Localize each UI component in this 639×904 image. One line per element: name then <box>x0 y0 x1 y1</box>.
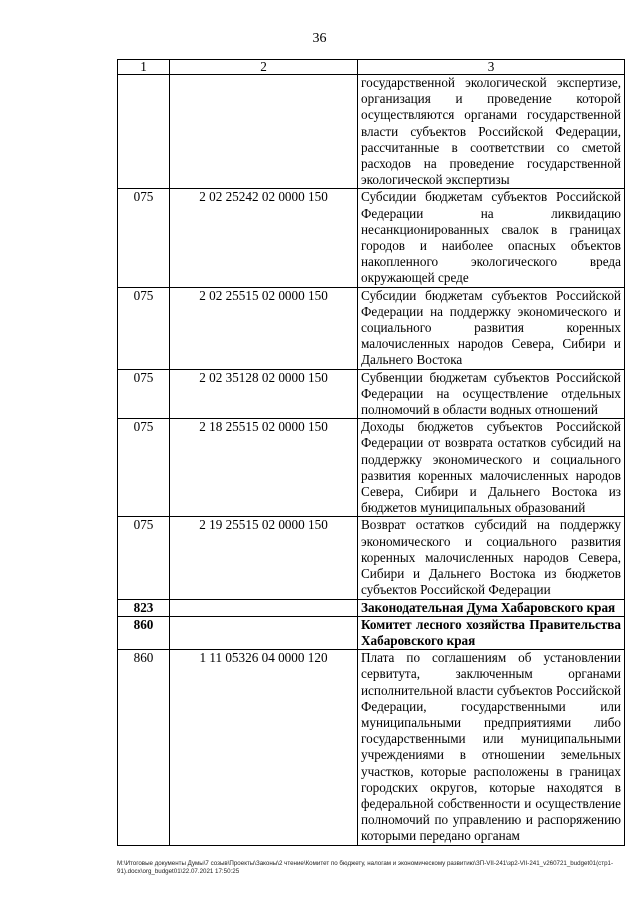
budget-code-cell: 2 02 25515 02 0000 150 <box>170 287 358 369</box>
revenue-name-cell: государственной экологической экспертизе, организация и проведение которой осуществляются органами государственной власти субъектов Российской Федерации, рассчитанные в соответствии со сметой расходов на проведение государственной экологической экспертизы <box>358 75 625 189</box>
table-row <box>118 369 625 419</box>
revenue-name-cell: Возврат остатков субсидий на поддержку экономического и социального развития коренных малочисленных народов Севера, Сибири и Дальнего Востока из бюджетов субъектов Российской Федерации <box>358 517 625 599</box>
budget-code-cell: 2 02 35128 02 0000 150 <box>170 369 358 419</box>
admin-code-cell: 075 <box>118 189 170 287</box>
table-row <box>118 419 625 517</box>
header-col-1: 1 <box>118 60 170 75</box>
budget-code-cell: 1 11 05326 04 0000 120 <box>170 650 358 845</box>
admin-code-cell: 860 <box>118 650 170 845</box>
admin-code-cell: 075 <box>118 517 170 599</box>
file-path-footer: M:\Итоговые документы Думы\7 созыв\Проекты\Законы\2 чтение\Комитет по бюджету, налогам и экономическому развитию\ЗП-VII-241\зр2-VII-241_v260721_budget01(стр1-91).docx\org_budget01\22.07.2021 17:50:25 <box>117 860 614 875</box>
budget-code-cell <box>170 616 358 649</box>
table-row <box>118 616 625 649</box>
admin-code-cell: 823 <box>118 599 170 616</box>
admin-code-cell: 860 <box>118 616 170 649</box>
budget-code-cell <box>170 75 358 189</box>
table-row <box>118 599 625 616</box>
table-row <box>118 517 625 599</box>
table-row <box>118 650 625 845</box>
admin-code-cell: 075 <box>118 287 170 369</box>
revenue-name-cell: Законодательная Дума Хабаровского края <box>358 599 625 616</box>
revenue-name-cell: Плата по соглашениям об установлении сервитута, заключенным органами исполнительной власти субъектов Российской Федерации, государственными или муниципальными предприятиями либо государственными или муниципальными учреждениями в отношении земельных участков, которые расположены в границах городских округов, которые находятся в федеральной собственности и осуществление полномочий по управлению и распоряжению которыми передано органам <box>358 650 625 845</box>
table-row <box>118 287 625 369</box>
budget-code-cell: 2 18 25515 02 0000 150 <box>170 419 358 517</box>
table-header-row <box>118 60 625 75</box>
revenue-name-cell: Субвенции бюджетам субъектов Российской Федерации на осуществление отдельных полномочий в области водных отношений <box>358 369 625 419</box>
budget-code-cell <box>170 599 358 616</box>
page-number: 36 <box>312 31 327 46</box>
table-row <box>118 75 625 189</box>
revenue-name-cell: Субсидии бюджетам субъектов Российской Федерации на поддержку экономического и социального развития коренных малочисленных народов Севера, Сибири и Дальнего Востока <box>358 287 625 369</box>
budget-code-cell: 2 19 25515 02 0000 150 <box>170 517 358 599</box>
admin-code-cell: 075 <box>118 369 170 419</box>
admin-code-cell <box>118 75 170 189</box>
header-col-3: 3 <box>358 60 625 75</box>
revenue-name-cell: Субсидии бюджетам субъектов Российской Федерации на ликвидацию несанкционированных свалок в границах городов и наиболее опасных объектов накопленного экологического вреда окружающей среде <box>358 189 625 287</box>
header-col-2: 2 <box>170 60 358 75</box>
budget-code-cell: 2 02 25242 02 0000 150 <box>170 189 358 287</box>
budget-classification-table <box>117 59 625 846</box>
revenue-name-cell: Комитет лесного хозяйства Правительства Хабаровского края <box>358 616 625 649</box>
table-row <box>118 189 625 287</box>
admin-code-cell: 075 <box>118 419 170 517</box>
revenue-name-cell: Доходы бюджетов субъектов Российской Федерации от возврата остатков субсидий на поддержку экономического и социального развития коренных малочисленных народов Севера, Сибири и Дальнего Востока из бюджетов муниципальных образований <box>358 419 625 517</box>
